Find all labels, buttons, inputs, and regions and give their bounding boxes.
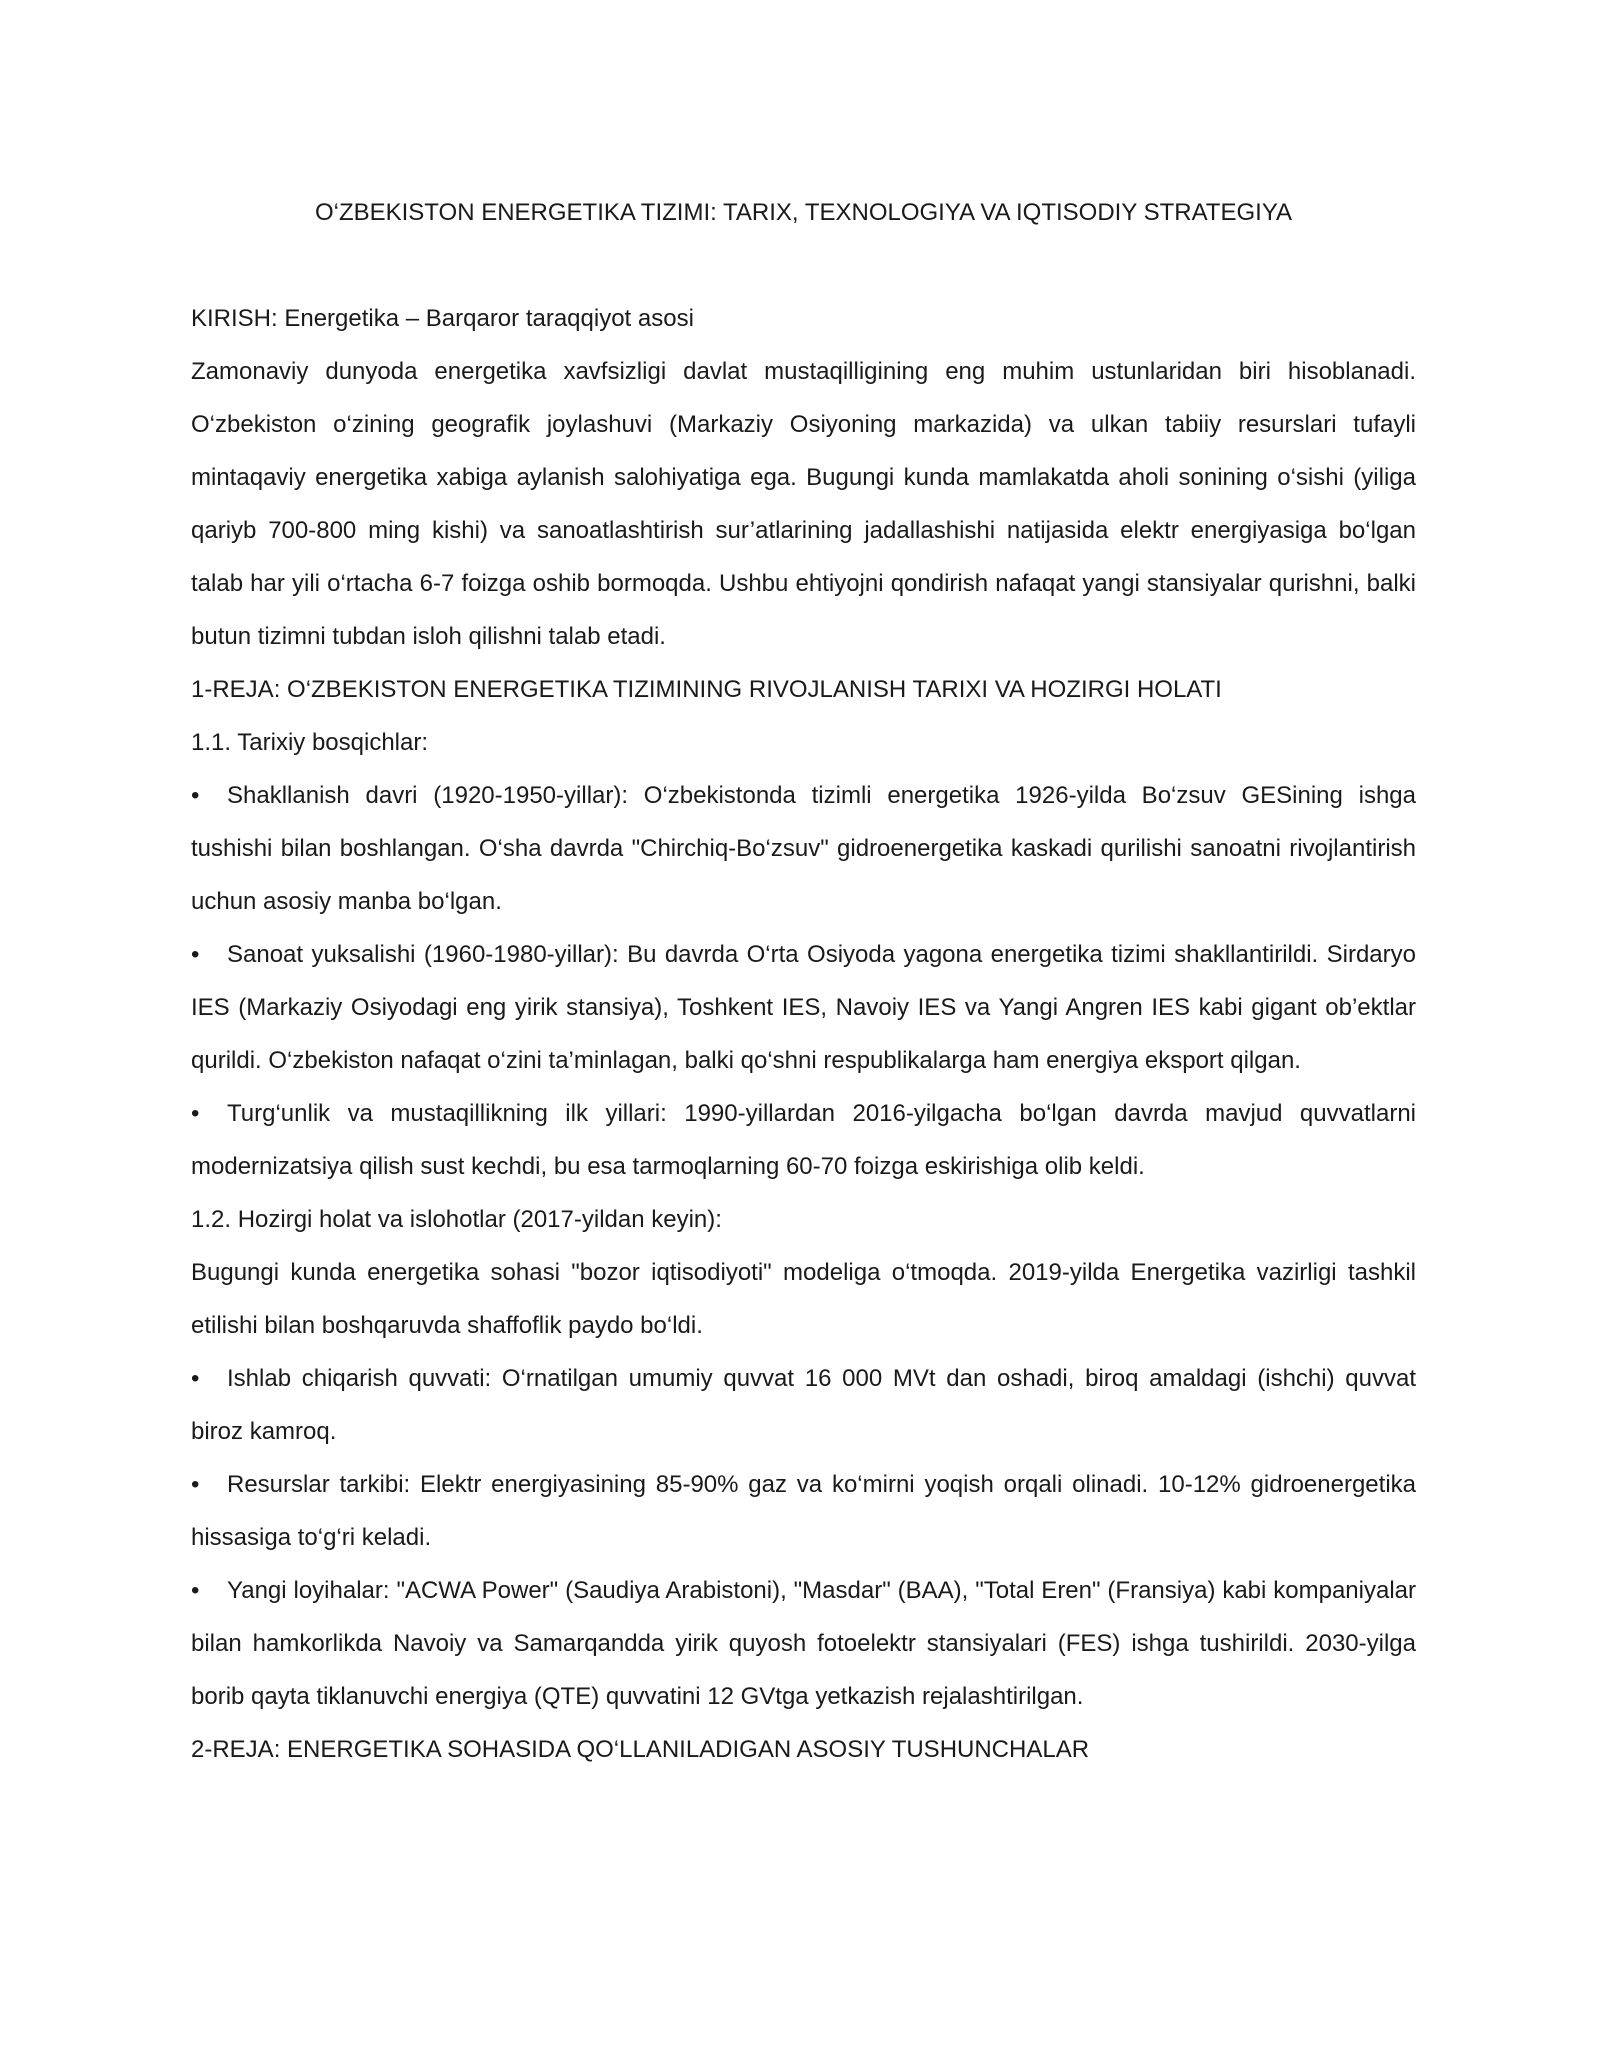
- current-bullet-item: [191, 1352, 1416, 1458]
- history-bullet-item: [191, 928, 1416, 1087]
- bullet-icon: •: [191, 782, 200, 809]
- section2-heading: 2-REJA: ENERGETIKA SOHASIDA QO‘LLANILADIGAN ASOSIY TUSHUNCHALAR: [191, 1736, 1090, 1763]
- history-bullet-text: Shakllanish davri (1920-1950-yillar): O‘zbekistonda tizimli energetika 1926-yilda Bo‘zsuv GESining ishga tushishi bilan boshlangan. O‘sha davrda "Chirchiq-Bo‘zsuv" gidroenergetika kaskadi qurilishi sanoatni rivojlantirish uchun asosiy manba bo‘lgan.: [191, 782, 1416, 915]
- title-spacer: [191, 239, 1416, 292]
- history-bullet-text: Sanoat yuksalishi (1960-1980-yillar): Bu davrda O‘rta Osiyoda yagona energetika tizimi shakllantirildi. Sirdaryo IES (Markaziy Osiyodagi eng yirik stansiya), Toshkent IES, Navoiy IES va Yangi Angren IES kabi gigant ob’ektlar qurildi. O‘zbekiston nafaqat o‘zini ta’minlagan, balki qo‘shni respublikalarga ham energiya eksport qilgan.: [191, 941, 1416, 1074]
- bullet-icon: •: [191, 1100, 200, 1127]
- intro-heading: KIRISH: Energetika – Barqaror taraqqiyot asosi: [191, 305, 694, 332]
- document-body: [191, 186, 1416, 1776]
- bullet-icon: •: [191, 1577, 200, 1604]
- bullet-icon: •: [191, 1365, 200, 1392]
- current-bullet-text: Yangi loyihalar: "ACWA Power" (Saudiya Arabistoni), "Masdar" (BAA), "Total Eren" (Fransiya) kabi kompaniyalar bilan hamkorlikda Navoiy va Samarqandda yirik quyosh fotoelektr stansiyalari (FES) ishga tushirildi. 2030-yilga borib qayta tiklanuvchi energiya (QTE) quvvatini 12 GVtga yetkazish rejalashtirilgan.: [191, 1577, 1416, 1710]
- current-bullet-item: [191, 1458, 1416, 1564]
- current-bullet-item: [191, 1564, 1416, 1723]
- current-bullet-text: Ishlab chiqarish quvvati: O‘rnatilgan umumiy quvvat 16 000 MVt dan oshadi, biroq amaldagi (ishchi) quvvat biroz kamroq.: [191, 1365, 1416, 1445]
- bullet-icon: •: [191, 941, 200, 968]
- section1-heading: 1-REJA: O‘ZBEKISTON ENERGETIKA TIZIMINING RIVOJLANISH TARIXI VA HOZIRGI HOLATI: [191, 676, 1222, 703]
- intro-paragraph: Zamonaviy dunyoda energetika xavfsizligi davlat mustaqilligining eng muhim ustunlaridan biri hisoblanadi. O‘zbekiston o‘zining geografik joylashuvi (Markaziy Osiyoning markazida) va ulkan tabiiy resurslari tufayli mintaqaviy energetika xabiga aylanish salohiyatiga ega. Bugungi kunda mamlakatda aholi sonining o‘sishi (yiliga qariyb 700-800 ming kishi) va sanoatlashtirish sur’atlarining jadallashishi natijasida elektr energiyasiga bo‘lgan talab har yili o‘rtacha 6-7 foizga oshib bormoqda. Ushbu ehtiyojni qondirish nafaqat yangi stansiyalar qurishni, balki butun tizimni tubdan isloh qilishni talab etadi.: [191, 358, 1416, 650]
- document-title: O‘ZBEKISTON ENERGETIKA TIZIMI: TARIX, TEXNOLOGIYA VA IQTISODIY STRATEGIYA: [314, 199, 1293, 226]
- subsection-1-1-heading: 1.1. Tarixiy bosqichlar:: [191, 729, 428, 756]
- subsection-1-2-heading: 1.2. Hozirgi holat va islohotlar (2017-yildan keyin):: [191, 1206, 722, 1233]
- history-bullet-text: Turg‘unlik va mustaqillikning ilk yillari: 1990-yillardan 2016-yilgacha bo‘lgan davrda mavjud quvvatlarni modernizatsiya qilish sust kechdi, bu esa tarmoqlarning 60-70 foizga eskirishiga olib keldi.: [191, 1100, 1416, 1180]
- history-bullet-item: [191, 769, 1416, 928]
- bullet-icon: •: [191, 1471, 200, 1498]
- current-paragraph: Bugungi kunda energetika sohasi "bozor iqtisodiyoti" modeliga o‘tmoqda. 2019-yilda Energetika vazirligi tashkil etilishi bilan boshqaruvda shaffoflik paydo bo‘ldi.: [191, 1259, 1416, 1339]
- history-bullet-item: [191, 1087, 1416, 1193]
- current-bullet-text: Resurslar tarkibi: Elektr energiyasining 85-90% gaz va ko‘mirni yoqish orqali olinadi. 10-12% gidroenergetika hissasiga to‘g‘ri keladi.: [191, 1471, 1416, 1551]
